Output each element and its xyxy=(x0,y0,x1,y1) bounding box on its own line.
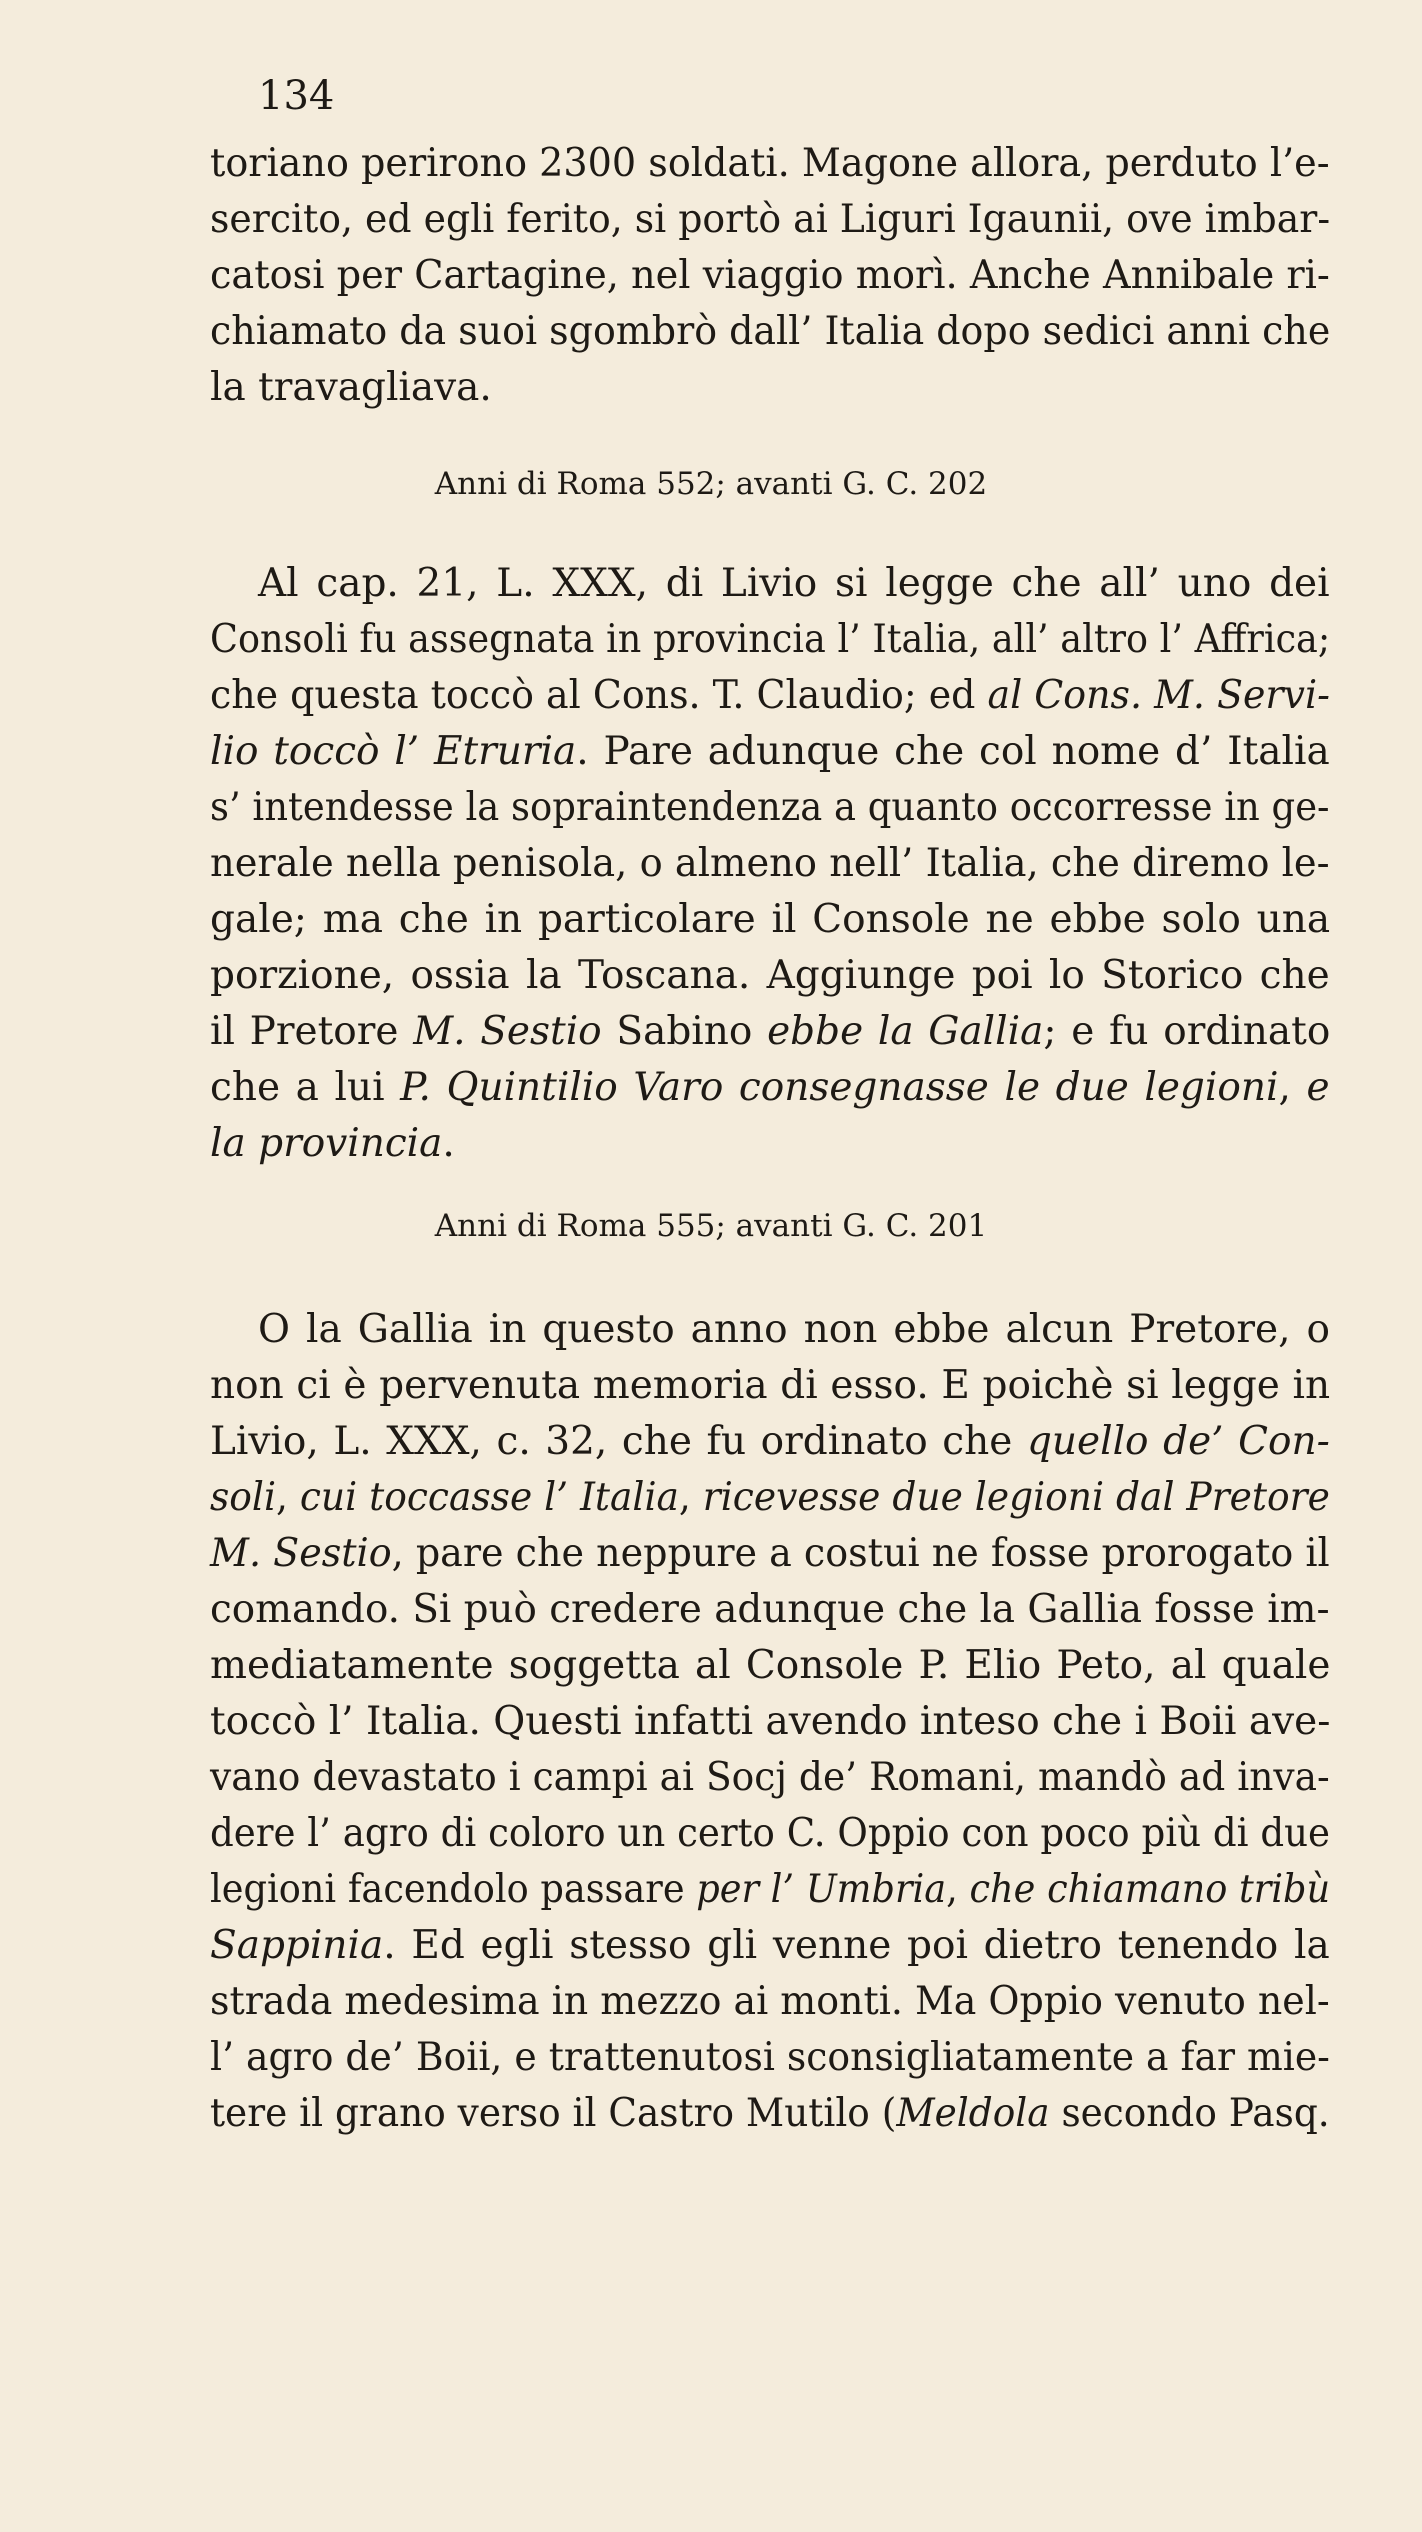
text-line: nerale nella penisola, o almeno nell’ Italia, che diremo le- xyxy=(210,841,1330,886)
text-line: la provincia. xyxy=(210,1121,455,1166)
paragraph-2 xyxy=(210,556,1330,1172)
text-line: chiamato da suoi sgombrò dall’ Italia dopo sedici anni che xyxy=(210,309,1331,354)
text-line: che questa toccò al Cons. T. Claudio; ed al Cons. M. Servi- xyxy=(210,673,1330,718)
text-line: toriano perirono 2300 soldati. Magone allora, perduto l’e- xyxy=(210,141,1330,186)
text-line: catosi per Cartagine, nel viaggio morì. Anche Annibale ri- xyxy=(210,253,1330,298)
text-line: l’ agro de’ Boii, e trattenutosi sconsigliatamente a far mie- xyxy=(210,2035,1330,2080)
page-number: 134 xyxy=(258,73,335,119)
text-line: vano devastato i campi ai Socj de’ Romani, mandò ad inva- xyxy=(210,1755,1330,1800)
text-line: sercito, ed egli ferito, si portò ai Liguri Igaunii, ove imbar- xyxy=(210,197,1331,242)
text-line: O la Gallia in questo anno non ebbe alcun Pretore, o xyxy=(258,1307,1330,1352)
text-line: legioni facendolo passare per l’ Umbria, che chiamano tribù xyxy=(210,1867,1331,1912)
text-line: s’ intendesse la sopraintendenza a quanto occorresse in ge- xyxy=(210,785,1330,830)
text-line: M. Sestio, pare che neppure a costui ne fosse prorogato il xyxy=(210,1531,1330,1576)
text-line: non ci è pervenuta memoria di esso. E poichè si legge in xyxy=(210,1363,1331,1408)
section-heading-555: Anni di Roma 555; avanti G. C. 201 xyxy=(434,1208,988,1244)
paragraph-1 xyxy=(210,136,1330,416)
text-line: la travagliava. xyxy=(210,365,492,410)
text-line: gale; ma che in particolare il Console ne ebbe solo una xyxy=(210,897,1331,942)
text-line: Consoli fu assegnata in provincia l’ Italia, all’ altro l’ Affrica; xyxy=(210,617,1331,662)
text-line: mediatamente soggetta al Console P. Elio Peto, al quale xyxy=(210,1643,1331,1688)
text-line: dere l’ agro di coloro un certo C. Oppio con poco più di due xyxy=(210,1811,1330,1856)
text-line: Al cap. 21, L. XXX, di Livio si legge che all’ uno dei xyxy=(258,561,1330,606)
text-line: soli, cui toccasse l’ Italia, ricevesse due legioni dal Pretore xyxy=(210,1475,1330,1520)
text-line: il Pretore M. Sestio Sabino ebbe la Gallia; e fu ordinato xyxy=(210,1009,1331,1054)
paragraph-3 xyxy=(210,1302,1330,2142)
text-line: strada medesima in mezzo ai monti. Ma Oppio venuto nel- xyxy=(210,1979,1330,2024)
text-line: che a lui P. Quintilio Varo consegnasse le due legioni, e xyxy=(210,1065,1330,1110)
section-heading-552: Anni di Roma 552; avanti G. C. 202 xyxy=(434,466,988,502)
text-line: toccò l’ Italia. Questi infatti avendo inteso che i Boii ave- xyxy=(210,1699,1331,1744)
text-line: tere il grano verso il Castro Mutilo (Meldola secondo Pasq. xyxy=(210,2091,1330,2136)
text-line: Sappinia. Ed egli stesso gli venne poi dietro tenendo la xyxy=(210,1923,1330,1968)
text-line: comando. Si può credere adunque che la Gallia fosse im- xyxy=(210,1587,1330,1632)
text-line: lio toccò l’ Etruria. Pare adunque che col nome d’ Italia xyxy=(210,729,1330,774)
text-line: Livio, L. XXX, c. 32, che fu ordinato che quello de’ Con- xyxy=(210,1419,1330,1464)
text-line: porzione, ossia la Toscana. Aggiunge poi lo Storico che xyxy=(210,953,1330,998)
